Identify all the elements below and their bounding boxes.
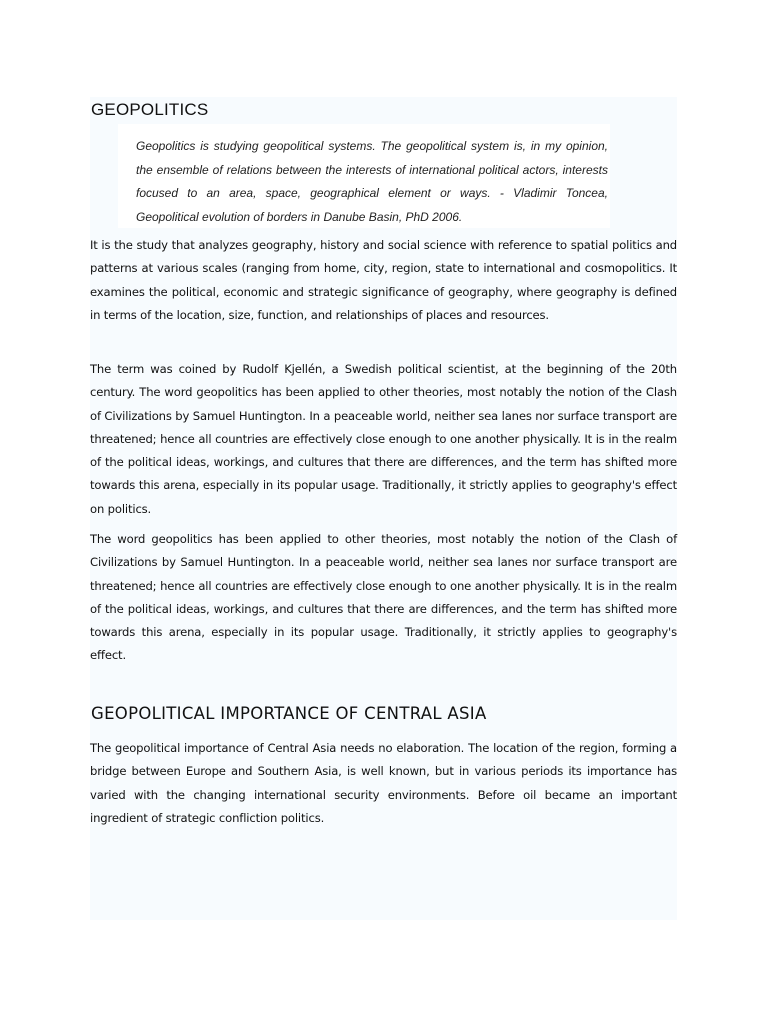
- section-heading-central-asia: GEOPOLITICAL IMPORTANCE OF CENTRAL ASIA: [91, 704, 487, 723]
- paragraph-2: The term was coined by Rudolf Kjellén, a Swedish political scientist, at the beginning of the 20th century. The word geopolitics has been applied to other theories, most notably the notion of the Clash of Civilizations by Samuel Huntington. In a peaceable world, neither sea lanes nor surface transport are threatened; hence all countries are effectively close enough to one another physically. It is in the realm of the political ideas, workings, and cultures that there are differences, and the term has shifted more towards this arena, especially in its popular usage. Traditionally, it strictly applies to geography's effect on politics.: [90, 362, 677, 516]
- paragraph-1: It is the study that analyzes geography, history and social science with reference to spatial politics and patterns at various scales (ranging from home, city, region, state to international and cosmopolitics. It examines the political, economic and strategic significance of geography, where geography is defined in terms of the location, size, function, and relationships of places and resources.: [90, 238, 677, 322]
- blockquote: Geopolitics is studying geopolitical systems. The geopolitical system is, in my opinion, the ensemble of relations between the interests of international political actors, interests focused to an area, space, geographical element or ways. - Vladimir Toncea, Geopolitical evolution of borders in Danube Basin, PhD 2006.: [136, 139, 608, 224]
- paragraph-3: The word geopolitics has been applied to other theories, most notably the notion of the Clash of Civilizations by Samuel Huntington. In a peaceable world, neither sea lanes nor surface transport are threatened; hence all countries are effectively close enough to one another physically. It is in the realm of the political ideas, workings, and cultures that there are differences, and the term has shifted more towards this arena, especially in its popular usage. Traditionally, it strictly applies to geography's effect.: [90, 532, 677, 663]
- paragraph-central-asia: The geopolitical importance of Central Asia needs no elaboration. The location of the region, forming a bridge between Europe and Southern Asia, is well known, but in various periods its importance has varied with the changing international security environments. Before oil became an important ingredient of strategic confliction politics.: [90, 741, 677, 825]
- section-heading-geopolitics: GEOPOLITICS: [91, 100, 209, 119]
